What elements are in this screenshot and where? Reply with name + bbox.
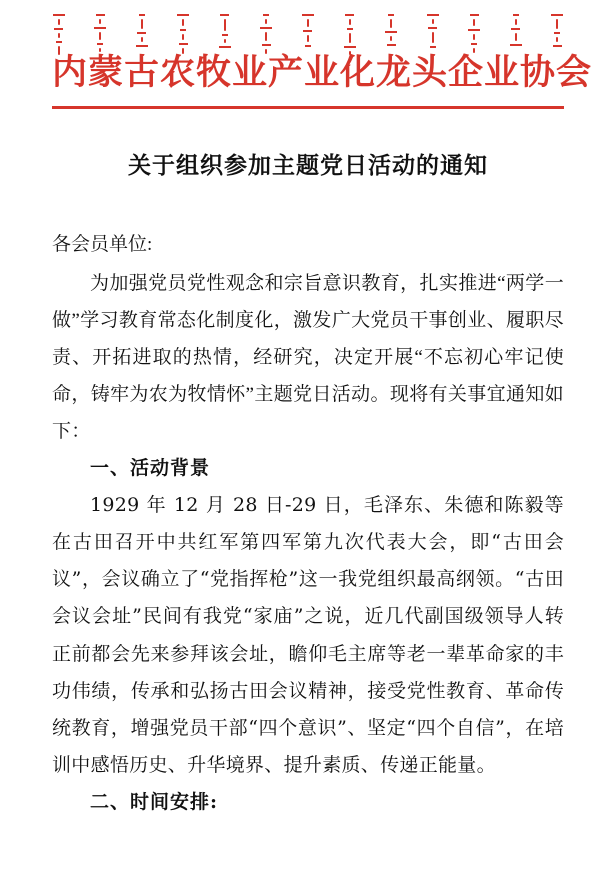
mongolian-word <box>301 14 314 47</box>
mongolian-word <box>177 14 190 54</box>
mongolian-word <box>94 14 107 52</box>
mongolian-word <box>385 14 398 46</box>
mongolian-word <box>260 14 273 54</box>
section-heading-background: 一、活动背景 <box>90 457 211 480</box>
mongolian-word <box>509 14 522 46</box>
salutation: 各会员单位: <box>52 234 153 255</box>
section-heading-schedule: 二、时间安排: <box>90 790 219 813</box>
letterhead-divider <box>52 106 564 109</box>
mongolian-word <box>468 14 481 53</box>
mongolian-word <box>52 14 65 55</box>
mongolian-word <box>135 14 148 47</box>
mongolian-word <box>426 14 439 48</box>
mongolian-word <box>218 14 231 48</box>
organization-title: 内蒙古农牧业产业化龙头企业协会 <box>52 52 593 93</box>
mongolian-word <box>343 14 356 55</box>
document-title: 关于组织参加主题党日活动的通知 <box>128 152 488 179</box>
section-paragraph-background: 1929 年 12 月 28 日-29 日，毛泽东、朱德和陈毅等在古田召开中共红军第四军第九次代表大会，即“古田会议”，会议确立了“党指挥枪”这一我党组织最高纲领。“古田会议会址”民间有我党“家庙”之说，近几代副国级领导人转正前都会先来参拜该会址，瞻仰毛主席等老一辈革命家的丰功伟绩，传承和弘扬古田会议精神，接受党性教育、革命传统教育，增强党员干部“四个意识”、坚定“四个自信”，在培训中感悟历史、升华境界、提升素质、传递正能量。 <box>52 494 564 776</box>
mongolian-script-header <box>52 0 564 44</box>
intro-paragraph: 为加强党员党性观念和宗旨意识教育，扎实推进“两学一做”学习教育常态化制度化，激发广大党员干事创业、履职尽责、开拓进取的热情，经研究，决定开展“不忘初心牢记使命，铸牢为农为牧情怀”主题党日活动。现将有关事宜通知如下： <box>52 273 564 443</box>
mongolian-word <box>551 14 564 47</box>
